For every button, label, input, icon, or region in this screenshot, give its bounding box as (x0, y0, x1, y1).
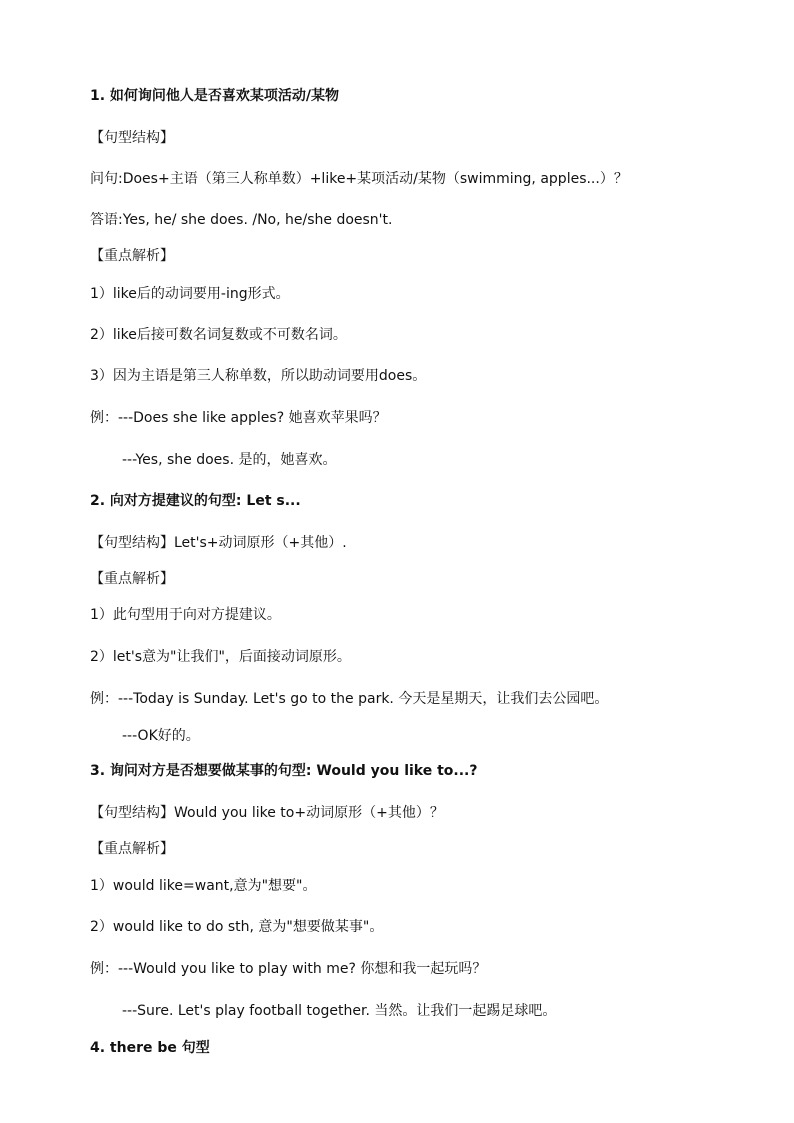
section-1-question: 问句:Does+主语（第三人称单数）+like+某项活动/某物（swimming, apples...）？ (90, 171, 628, 187)
section-2-structure: 【句型结构】Let's+动词原形（+其他）. (90, 535, 347, 551)
section-2-analysis-label: 【重点解析】 (90, 571, 174, 587)
section-3-analysis-label: 【重点解析】 (90, 841, 174, 857)
section-2-point-2: 2）let's意为"让我们"，后面接动词原形。 (90, 649, 351, 665)
section-3-point-1: 1）would like=want,意为"想要"。 (90, 878, 317, 894)
section-1-analysis-label: 【重点解析】 (90, 248, 174, 264)
section-1-point-2: 2）like后接可数名词复数或不可数名词。 (90, 327, 347, 343)
section-1-point-1: 1）like后的动词要用-ing形式。 (90, 286, 290, 302)
section-1-structure-label: 【句型结构】 (90, 130, 174, 146)
section-3-heading: 3. 询问对方是否想要做某事的句型: Would you like to...? (90, 763, 478, 779)
section-3-example-2: ---Sure. Let's play football together. 当然。让我们一起踢足球吧。 (122, 1003, 557, 1019)
section-2-example-2: ---OK好的。 (122, 728, 200, 744)
section-3-example-1: 例：---Would you like to play with me? 你想和我一起玩吗？ (90, 961, 487, 977)
section-1-point-3: 3）因为主语是第三人称单数，所以助动词要用does。 (90, 368, 427, 384)
section-1-example-2: ---Yes, she does. 是的，她喜欢。 (122, 452, 337, 468)
section-1-example-1: 例：---Does she like apples? 她喜欢苹果吗？ (90, 410, 387, 426)
section-2-example-1: 例：---Today is Sunday. Let's go to the park. 今天是星期天，让我们去公园吧。 (90, 691, 609, 707)
section-1-answer: 答语:Yes, he/ she does. /No, he/she doesn't. (90, 212, 393, 228)
section-3-structure: 【句型结构】Would you like to+动词原形（+其他）？ (90, 805, 444, 821)
section-2-heading: 2. 向对方提建议的句型: Let s... (90, 493, 301, 509)
section-2-point-1: 1）此句型用于向对方提建议。 (90, 607, 281, 623)
section-1-heading: 1. 如何询问他人是否喜欢某项活动/某物 (90, 88, 340, 104)
section-3-point-2: 2）would like to do sth, 意为"想要做某事"。 (90, 919, 384, 935)
section-4-heading: 4. there be 句型 (90, 1040, 210, 1056)
